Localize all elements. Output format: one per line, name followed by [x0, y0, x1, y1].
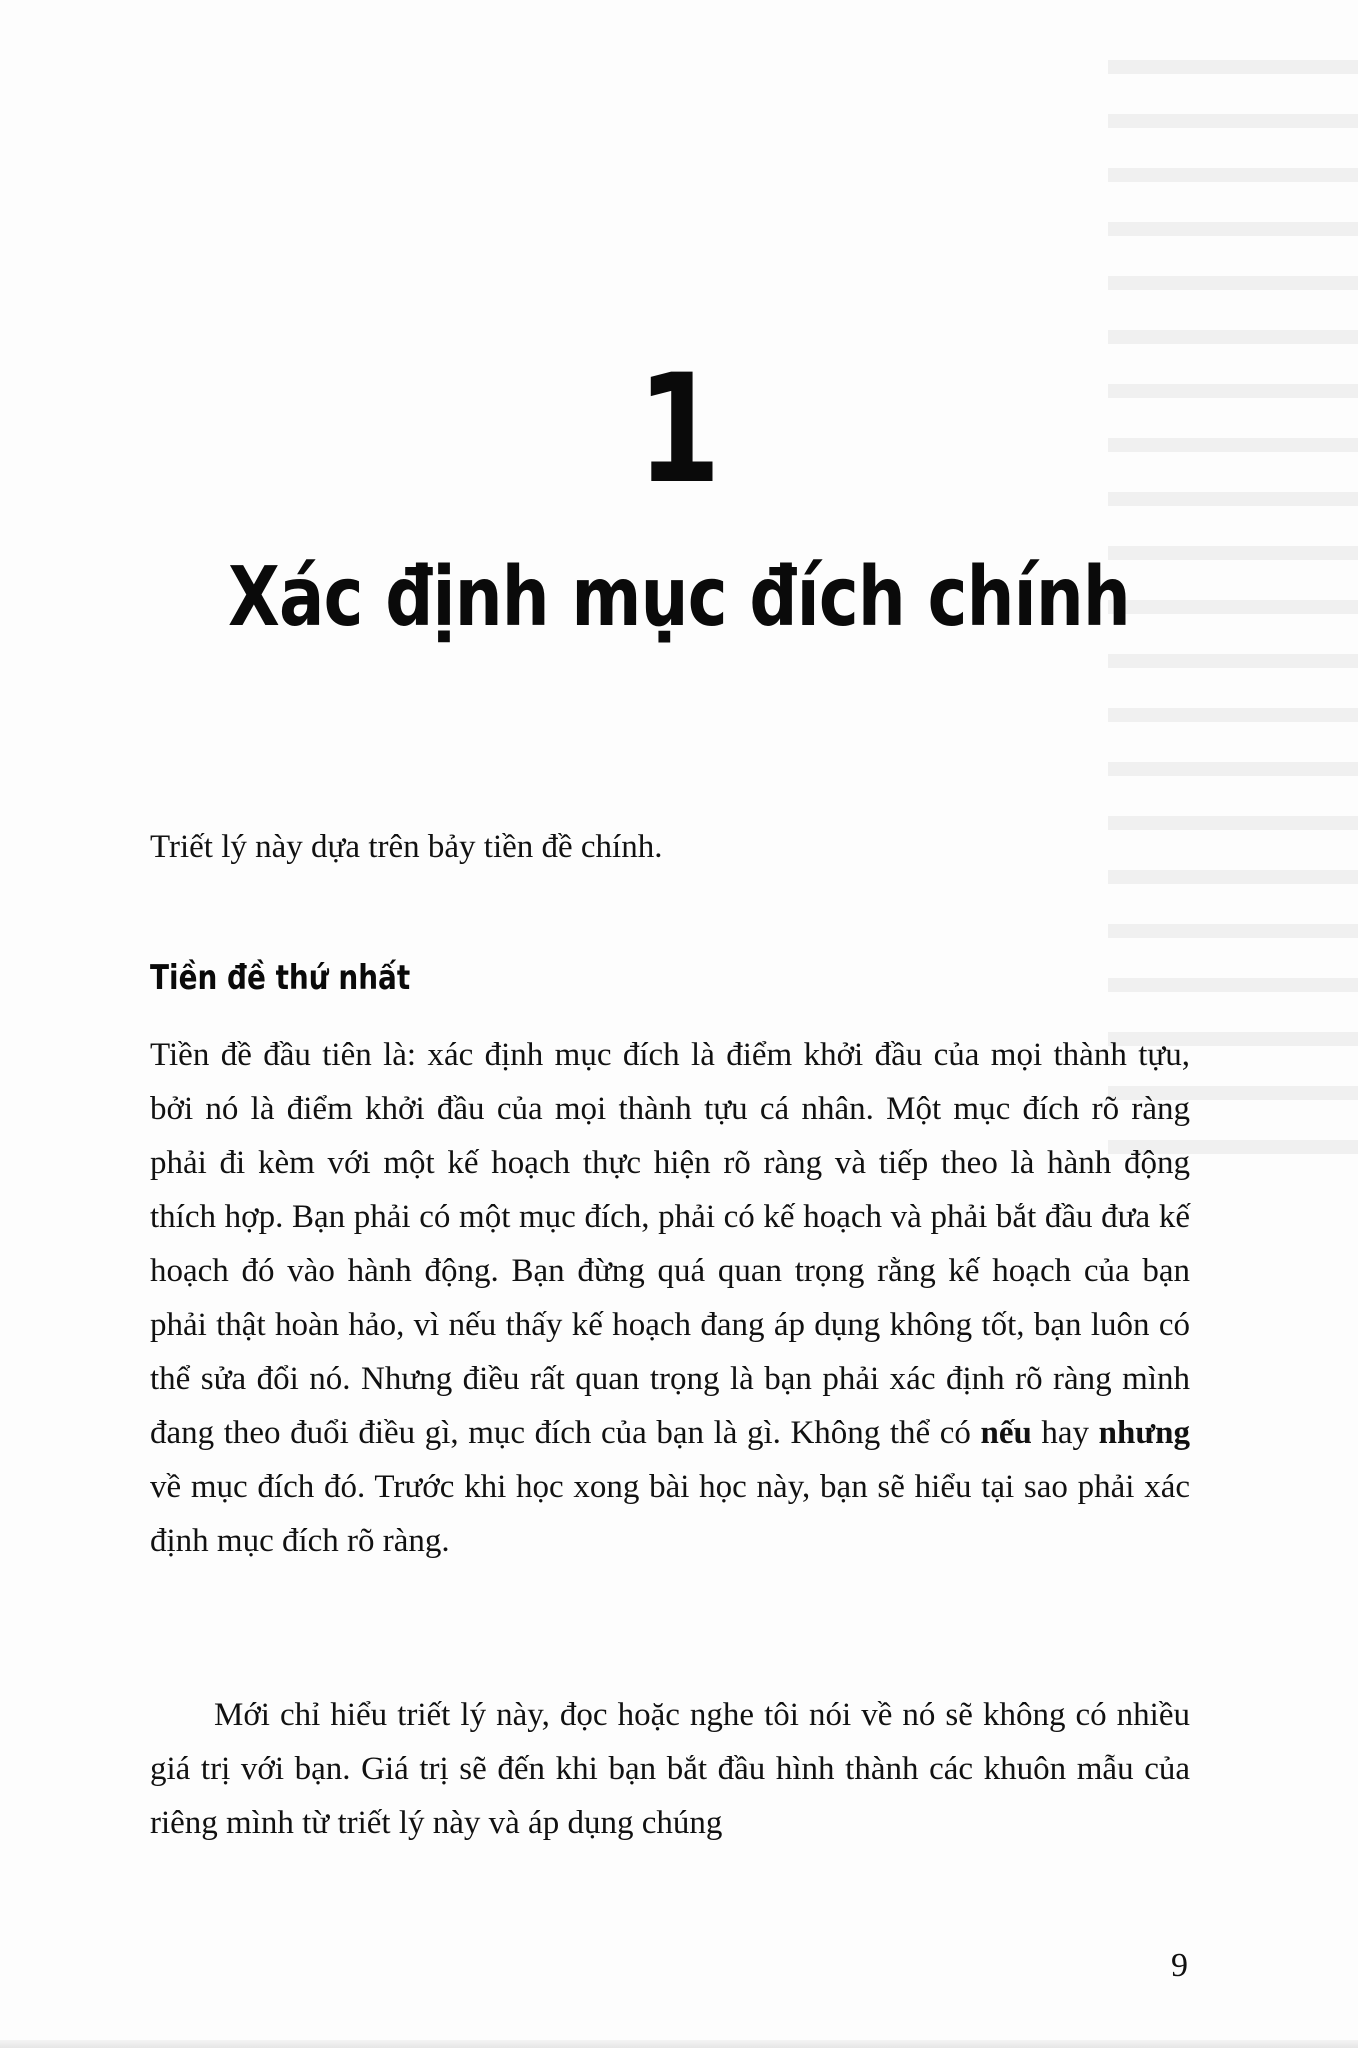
chapter-number: 1 [637, 343, 721, 517]
emphasis-text: nhưng [1098, 1415, 1190, 1451]
body-paragraph-2: Mới chỉ hiểu triết lý này, đọc hoặc nghe tôi nói về nó sẽ không có nhiều giá trị với bạn. Giá trị sẽ đến khi bạn bắt đầu hình thành các khuôn mẫu của riêng mình từ triết lý này và áp dụng chúng [150, 1697, 1190, 1841]
paragraph-text: về mục đích đó. Trước khi học xong bài học này, bạn sẽ hiểu tại sao phải xác định mục đích rõ ràng. [150, 1469, 1190, 1559]
emphasis-text: nếu [980, 1415, 1032, 1451]
page-number: 9 [1171, 1947, 1188, 1984]
chapter-title: Xác định mục đích chính [228, 550, 1130, 645]
paragraph-text: hay [1031, 1415, 1099, 1451]
page-bottom-edge [0, 2040, 1358, 2048]
section-heading: Tiền đề thứ nhất [150, 958, 411, 998]
intro-sentence: Triết lý này dựa trên bảy tiền đề chính. [150, 829, 663, 865]
paragraph-text: Tiền đề đầu tiên là: xác định mục đích là điểm khởi đầu của mọi thành tựu, bởi nó là điểm khởi đầu của mọi thành tựu cá nhân. Một mục đích rõ ràng phải đi kèm với một kế hoạch thực hiện rõ ràng và tiếp theo là hành động thích hợp. Bạn phải có một mục đích, phải có kế hoạch và phải bắt đầu đưa kế hoạch đó vào hành động. Bạn đừng quá quan trọng rằng kế hoạch của bạn phải thật hoàn hảo, vì nếu thấy kế hoạch đang áp dụng không tốt, bạn luôn có thể sửa đổi nó. Nhưng điều rất quan trọng là bạn phải xác định rõ ràng mình đang theo đuổi điều gì, mục đích của bạn là gì. Không thể có [150, 1037, 1190, 1451]
body-paragraph-1 [150, 1028, 1190, 1568]
